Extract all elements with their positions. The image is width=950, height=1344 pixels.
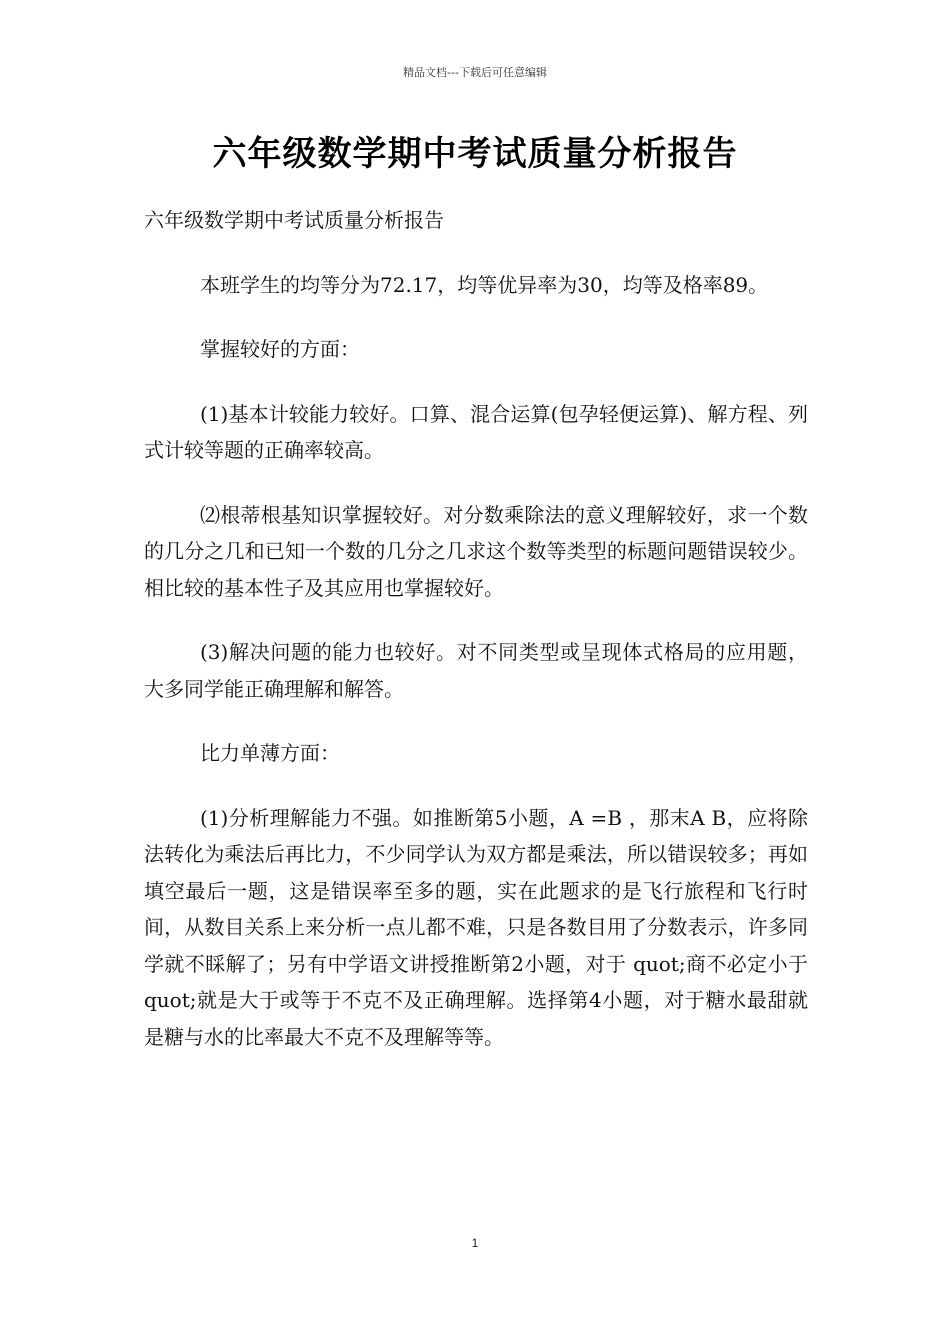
document-body — [144, 202, 808, 1083]
strength-item-1: (1)基本计较能力较好。口算、混合运算(包孕轻便运算)、解方程、列式计较等题的正确率较高。 — [144, 401, 808, 462]
weaknesses-heading: 比力单薄方面： — [200, 741, 340, 765]
document-title: 六年级数学期中考试质量分析报告 — [212, 134, 738, 174]
summary-paragraph: 本班学生的均等分为72.17，均等优异率为30，均等及格率89。 — [200, 272, 769, 297]
weakness-item-1: (1)分析理解能力不强。如推断第5小题，A =B ，那末A B，应将除法转化为乘法后再比力，不少同学认为双方都是乘法，所以错误较多；再如填空最后一题，这是错误率至多的题，实在此题求的是飞行旅程和飞行时间，从数目关系上来分析一点儿都不难，只是各数目用了分数表示，许多同学就不睬解了；另有中学语文讲授推断第2小题，对于 quot;商不必定小于 quot;就是大于或等于不克不及正确理解。选择第4小题，对于糖水最甜就是糖与水的比率最大不克不及理解等等。 — [144, 805, 808, 1049]
document-header-note: 精品文档---下载后可任意编辑 — [403, 66, 547, 79]
subtitle-paragraph: 六年级数学期中考试质量分析报告 — [144, 208, 444, 232]
strength-item-3: (3)解决问题的能力也较好。对不同类型或呈现体式格局的应用题，大多同学能正确理解和解答。 — [144, 640, 808, 701]
strengths-heading: 掌握较好的方面： — [200, 337, 360, 361]
strength-item-2: ⑵根蒂根基知识掌握较好。对分数乘除法的意义理解较好，求一个数的几分之几和已知一个数的几分之几求这个数等类型的标题问题错误较少。相比较的基本性子及其应用也掌握较好。 — [144, 502, 808, 600]
page-number: 1 — [471, 1236, 479, 1250]
